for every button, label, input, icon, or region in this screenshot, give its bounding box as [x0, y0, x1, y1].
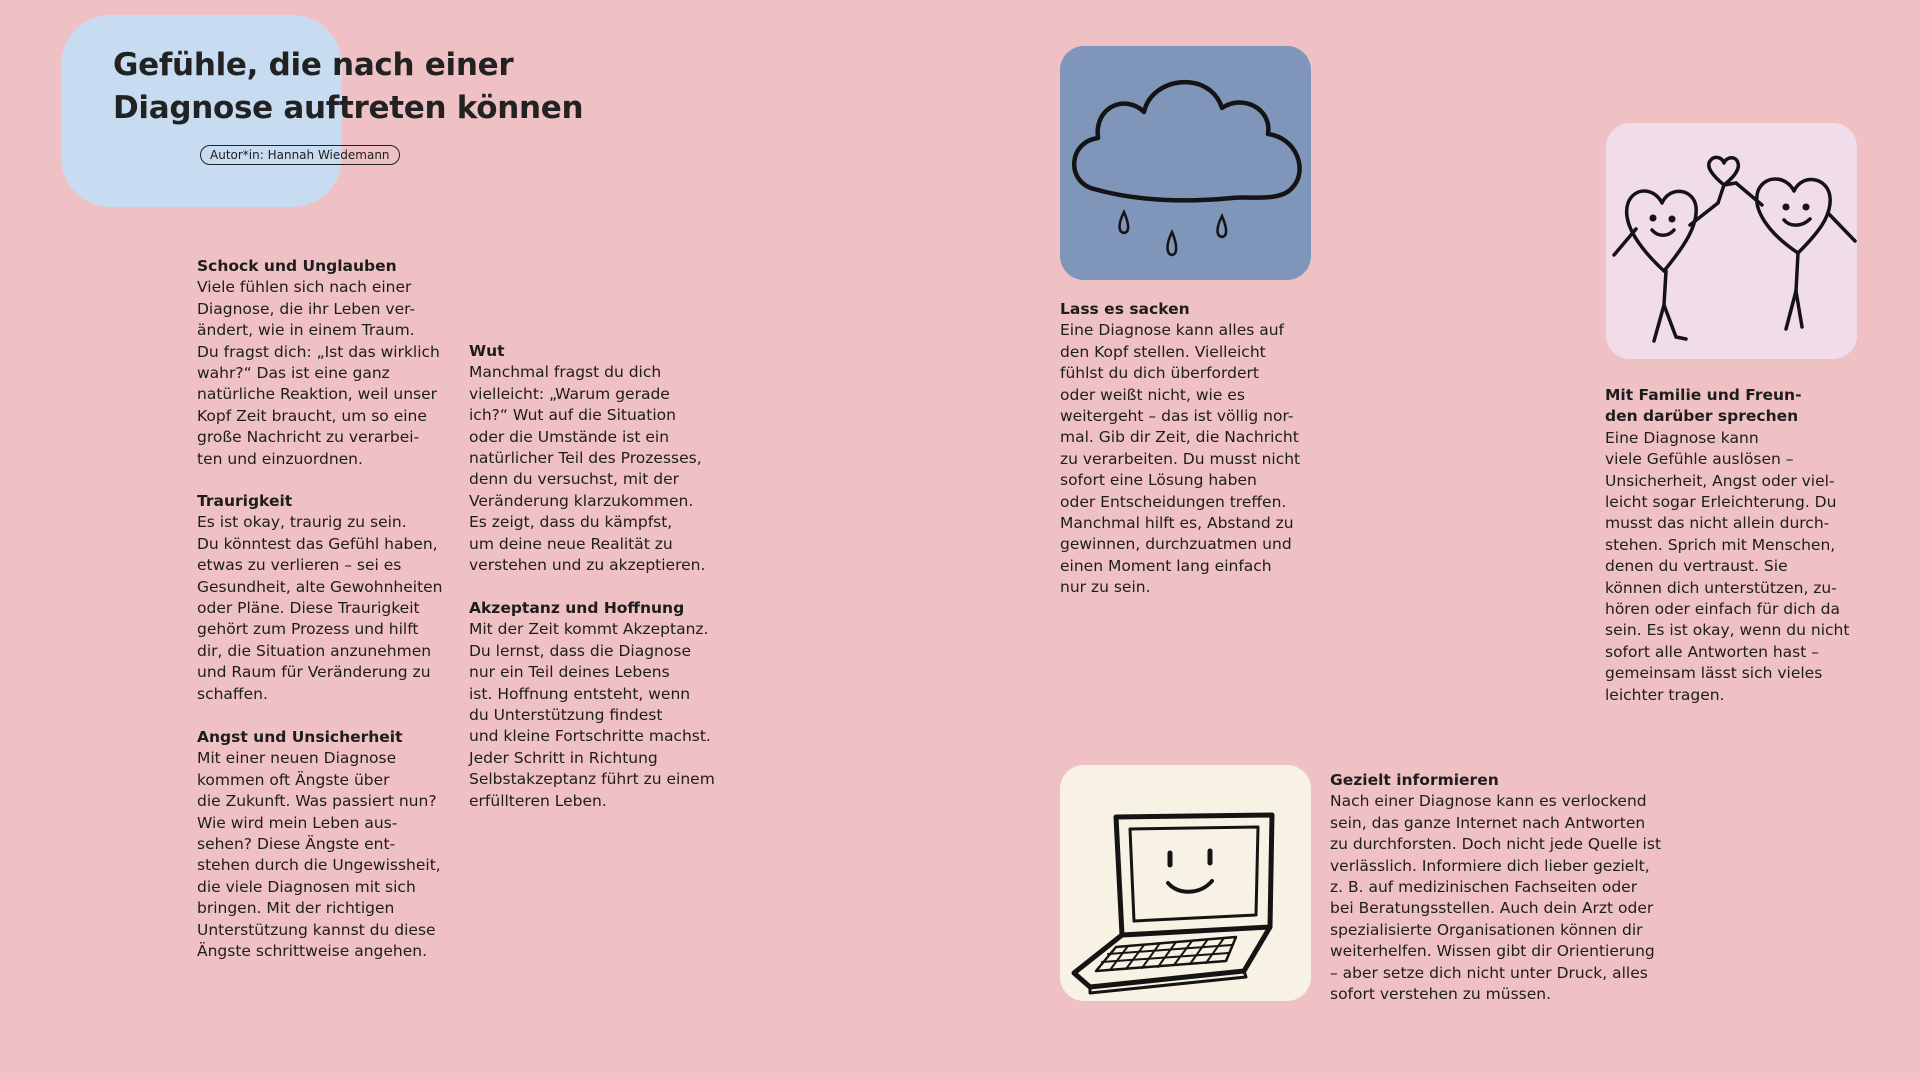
section-heading: Gezielt informieren	[1330, 771, 1499, 789]
rain-cloud-icon	[1060, 46, 1311, 280]
section-wut	[469, 341, 739, 576]
page-title	[113, 44, 583, 130]
section-schock	[197, 256, 462, 470]
section-heading: Mit Familie und Freun- den darüber sprechen	[1605, 386, 1802, 426]
section-familie	[1605, 385, 1865, 706]
section-body: Manchmal fragst du dich vielleicht: „Warum gerade ich?“ Wut auf die Situation oder die Umstände ist ein natürlicher Teil des Prozesses, denn du versuchst, mit der Veränderung klarzukommen. Es zeigt, dass du kämpfst, um deine neue Realität zu verstehen und zu akzeptieren.	[469, 363, 706, 575]
section-gezielt-informieren	[1330, 770, 1690, 1005]
section-body: Nach einer Diagnose kann es verlockend sein, das ganze Internet nach Antworten zu durchforsten. Doch nicht jede Quelle ist verlässlich. Informiere dich lieber gezielt, z. B. auf medizinischen Fachseiten oder bei Beratungsstellen. Auch dein Arzt oder spezialisierte Organisationen können dir weiterhelfen. Wissen gibt dir Orientierung – aber setze dich nicht unter Druck, alles sofort verstehen zu müssen.	[1330, 792, 1662, 1004]
section-akzeptanz	[469, 598, 739, 812]
section-lass-es-sacken	[1060, 299, 1320, 599]
section-body: Es ist okay, traurig zu sein. Du könntest das Gefühl haben, etwas zu verlieren – sei es Gesundheit, alte Gewohnheiten oder Pläne. Diese Traurigkeit gehört zum Prozess und hilft dir, die Situation anzunehmen und Raum für Veränderung zu schaffen.	[197, 513, 443, 703]
section-body: Mit einer neuen Diagnose kommen oft Ängste über die Zukunft. Was passiert nun? Wie wird mein Leben aus- sehen? Diese Ängste ent- stehen durch die Ungewissheit, die viele Diagnosen mit sich bringen. Mit der richtigen Unterstützung kannst du diese Ängste schrittweise angehen.	[197, 749, 441, 961]
section-traurigkeit	[197, 491, 462, 705]
smiling-laptop-icon	[1060, 765, 1311, 1001]
title-line-1: Gefühle, die nach einer	[113, 47, 514, 83]
section-heading: Akzeptanz und Hoffnung	[469, 599, 685, 617]
section-body: Viele fühlen sich nach einer Diagnose, die ihr Leben ver- ändert, wie in einem Traum. Du fragst dich: „Ist das wirklich wahr?“ Das ist eine ganz natürliche Reaktion, weil unser Kopf Zeit braucht, um so eine große Nachricht zu verarbei- ten und einzuordnen.	[197, 278, 440, 468]
section-angst	[197, 727, 462, 962]
cloud-illustration-card	[1060, 46, 1311, 280]
section-heading: Wut	[469, 342, 505, 360]
section-heading: Schock und Unglauben	[197, 257, 397, 275]
hearts-illustration-card	[1606, 123, 1857, 359]
section-heading: Lass es sacken	[1060, 300, 1190, 318]
section-heading: Angst und Unsicherheit	[197, 728, 403, 746]
laptop-illustration-card	[1060, 765, 1311, 1001]
hearts-holding-hands-icon	[1606, 123, 1857, 359]
author-badge: Autor*in: Hannah Wiedemann	[200, 145, 400, 165]
section-body: Eine Diagnose kann viele Gefühle auslösen – Unsicherheit, Angst oder viel- leicht sogar Erleichterung. Du musst das nicht allein durch- stehen. Sprich mit Menschen, denen du vertraust. Sie können dich unterstützen, zu- hören oder einfach für dich da sein. Es ist okay, wenn du nicht sofort alle Antworten hast – gemeinsam lässt sich vieles leichter tragen.	[1605, 428, 1850, 704]
section-body: Eine Diagnose kann alles auf den Kopf stellen. Vielleicht fühlst du dich überfordert oder weißt nicht, wie es weitergeht – das ist völlig nor- mal. Gib dir Zeit, die Nachricht zu verarbeiten. Du musst nicht sofort eine Lösung haben oder Entscheidungen treffen. Manchmal hilft es, Abstand zu gewinnen, durchzuatmen und einen Moment lang einfach nur zu sein.	[1060, 321, 1301, 597]
title-line-2: Diagnose auftreten können	[113, 90, 584, 126]
section-body: Mit der Zeit kommt Akzeptanz. Du lernst, dass die Diagnose nur ein Teil deines Lebens ist. Hoffnung entsteht, wenn du Unterstützung findest und kleine Fortschritte machst. Jeder Schritt in Richtung Selbstakzeptanz führt zu einem erfüllteren Leben.	[469, 620, 715, 810]
section-heading: Traurigkeit	[197, 492, 293, 510]
